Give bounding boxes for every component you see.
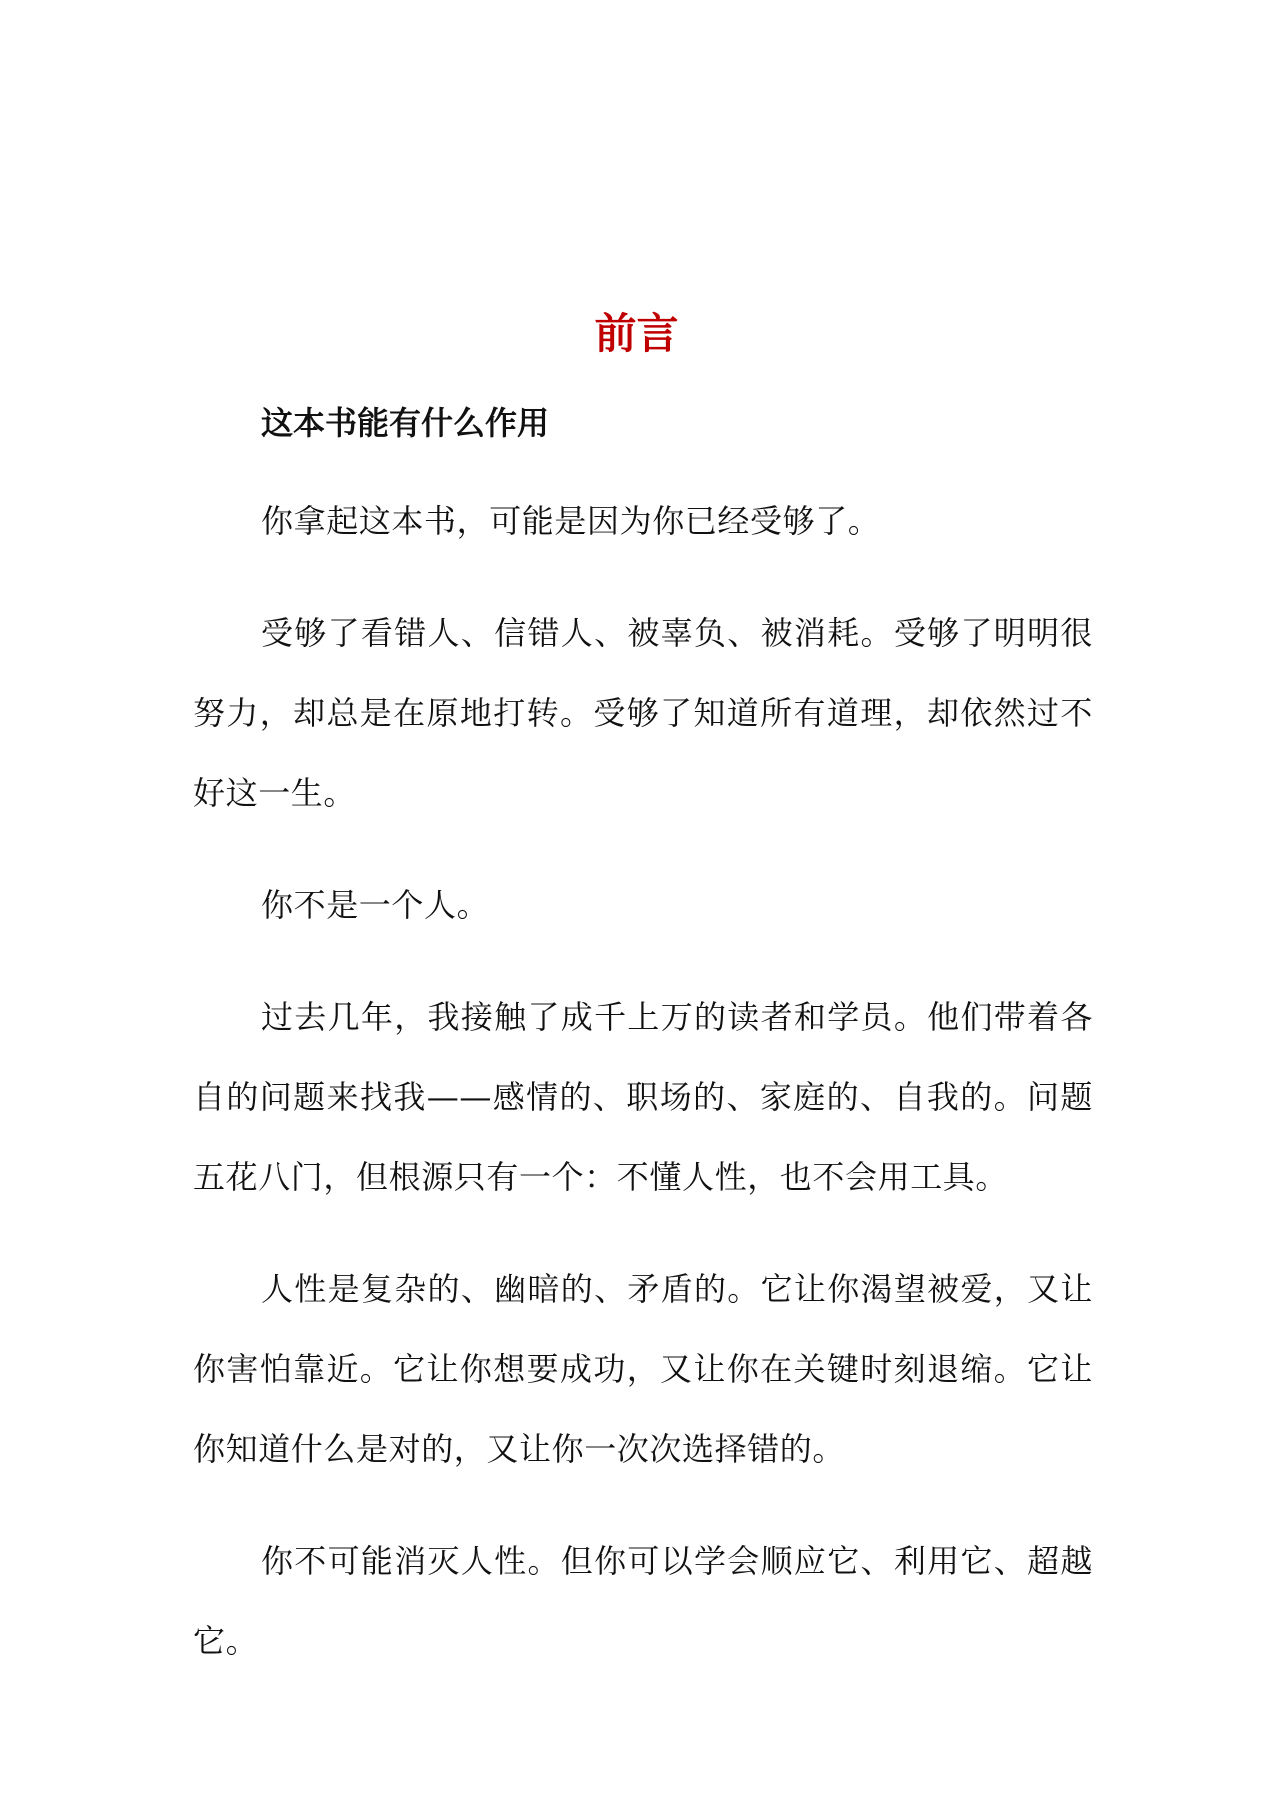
paragraph: 你不可能消灭人性。但你可以学会顺应它、利用它、超越它。: [193, 1542, 1093, 1660]
paragraph: 人性是复杂的、幽暗的、矛盾的。它让你渴望被爱，又让你害怕靠近。它让你想要成功，又让你在关键时刻退缩。它让你知道什么是对的，又让你一次次选择错的。: [193, 1270, 1093, 1468]
document-body: [193, 395, 1093, 1713]
paragraph: 你不是一个人。: [261, 886, 490, 924]
paragraph: 过去几年，我接触了成千上万的读者和学员。他们带着各自的问题来找我——感情的、职场的、家庭的、自我的。问题五花八门，但根源只有一个：不懂人性，也不会用工具。: [193, 998, 1093, 1196]
paragraph: 你拿起这本书，可能是因为你已经受够了。: [261, 502, 881, 540]
paragraph: 受够了看错人、信错人、被辜负、被消耗。受够了明明很努力，却总是在原地打转。受够了知道所有道理，却依然过不好这一生。: [193, 614, 1093, 812]
section-heading: 这本书能有什么作用: [261, 404, 550, 442]
page-title: 前言: [594, 309, 679, 358]
